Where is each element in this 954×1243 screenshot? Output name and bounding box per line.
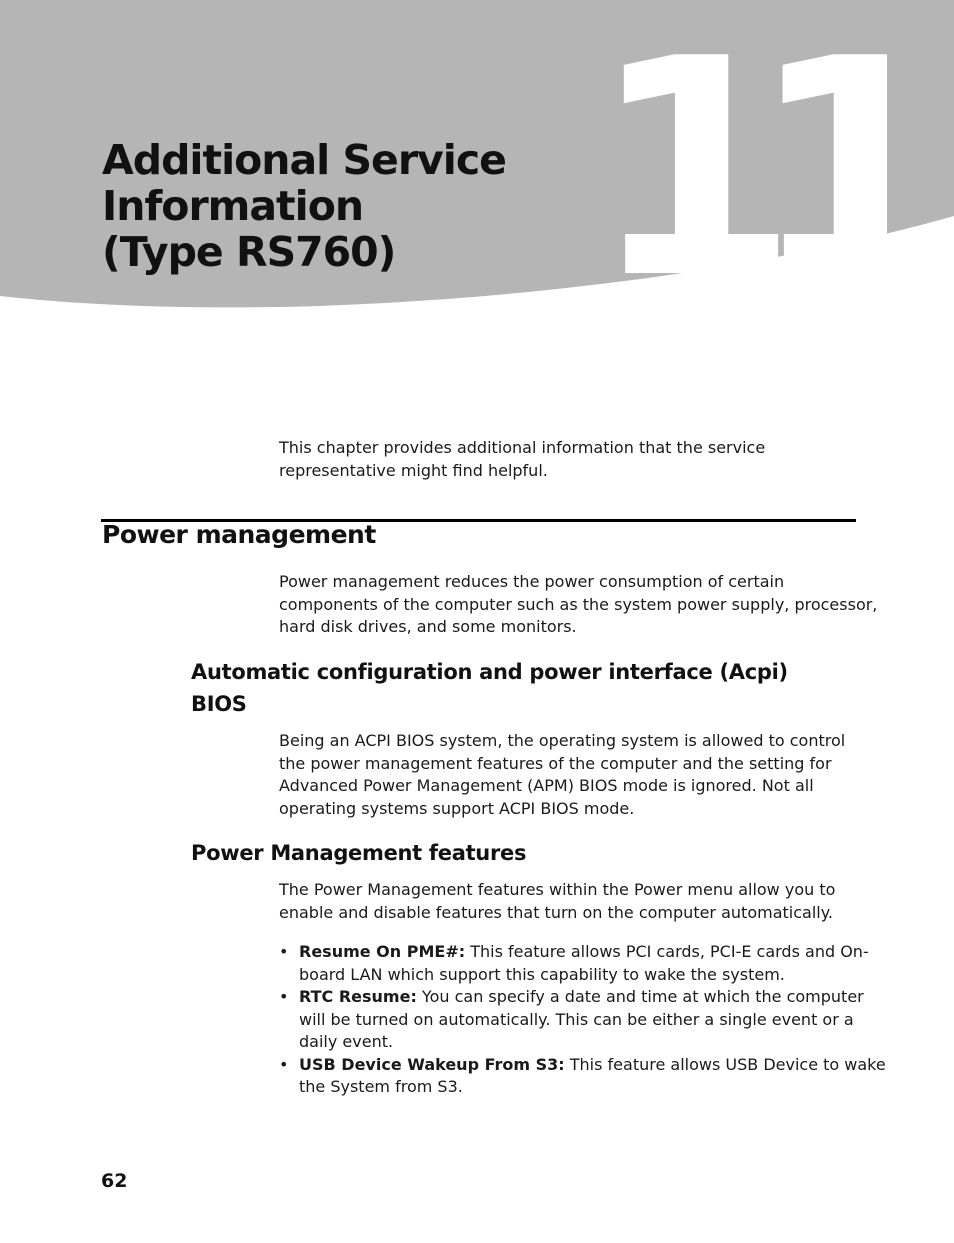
text-line: Power management reduces the power consumption of certain <box>279 572 785 591</box>
text-line: This chapter provides additional information that the service <box>279 438 766 457</box>
page-number: 62 <box>101 1170 128 1192</box>
bullet-icon: • <box>279 942 289 961</box>
heading-line: Power Management features <box>191 841 527 865</box>
feature-description: You can specify a date and time at which the computer <box>416 987 864 1006</box>
chapter-number: 11 <box>590 0 908 344</box>
feature-term: RTC Resume: <box>299 987 417 1006</box>
heading-line: Automatic configuration and power interface (Acpi) <box>191 660 788 684</box>
bullet-icon: • <box>279 1054 289 1074</box>
list-item <box>279 986 864 1054</box>
feature-term: Resume On PME#: <box>299 942 466 961</box>
chapter-title-line: (Type RS760) <box>102 228 396 276</box>
text-line: The Power Management features within the Power menu allow you to <box>279 880 836 899</box>
feature-description: This feature allows USB Device to wake <box>564 1054 886 1074</box>
text-line <box>299 941 869 964</box>
power-management-paragraph <box>279 571 877 639</box>
acpi-paragraph <box>279 730 845 820</box>
chapter-title-line: Information <box>102 182 364 230</box>
subsection-heading-features <box>191 837 526 869</box>
text-line: enable and disable features that turn on the computer automatically. <box>279 902 833 922</box>
text-line: the System from S3. <box>299 1077 463 1096</box>
chapter-title-line: Additional Service <box>102 136 506 184</box>
text-line: operating systems support ACPI BIOS mode. <box>279 798 635 818</box>
text-line: components of the computer such as the system power supply, processor, <box>279 594 878 614</box>
text-line: Advanced Power Management (APM) BIOS mode is ignored. Not all <box>279 776 814 795</box>
list-item <box>279 941 869 986</box>
text-line: representative might find helpful. <box>279 460 548 480</box>
text-line: board LAN which support this capability to wake the system. <box>299 964 785 984</box>
features-list <box>279 941 886 1099</box>
features-paragraph <box>279 879 835 924</box>
text-line: the power management features of the computer and the setting for <box>279 753 832 773</box>
text-line: Being an ACPI BIOS system, the operating system is allowed to control <box>279 731 846 750</box>
feature-description: This feature allows PCI cards, PCI-E cards and On- <box>465 942 869 961</box>
section-heading-power-management: Power management <box>102 520 376 549</box>
text-line: daily event. <box>299 1032 394 1051</box>
text-line <box>299 986 864 1009</box>
text-line <box>299 1054 886 1077</box>
text-line: will be turned on automatically. This can be either a single event or a <box>299 1009 854 1029</box>
intro-paragraph <box>279 437 765 482</box>
list-item <box>279 1054 886 1099</box>
heading-line: BIOS <box>191 692 247 716</box>
subsection-heading-acpi <box>191 656 788 720</box>
feature-term: USB Device Wakeup From S3: <box>299 1054 565 1074</box>
bullet-icon: • <box>279 987 289 1006</box>
text-line: hard disk drives, and some monitors. <box>279 617 577 636</box>
chapter-title <box>102 137 506 275</box>
